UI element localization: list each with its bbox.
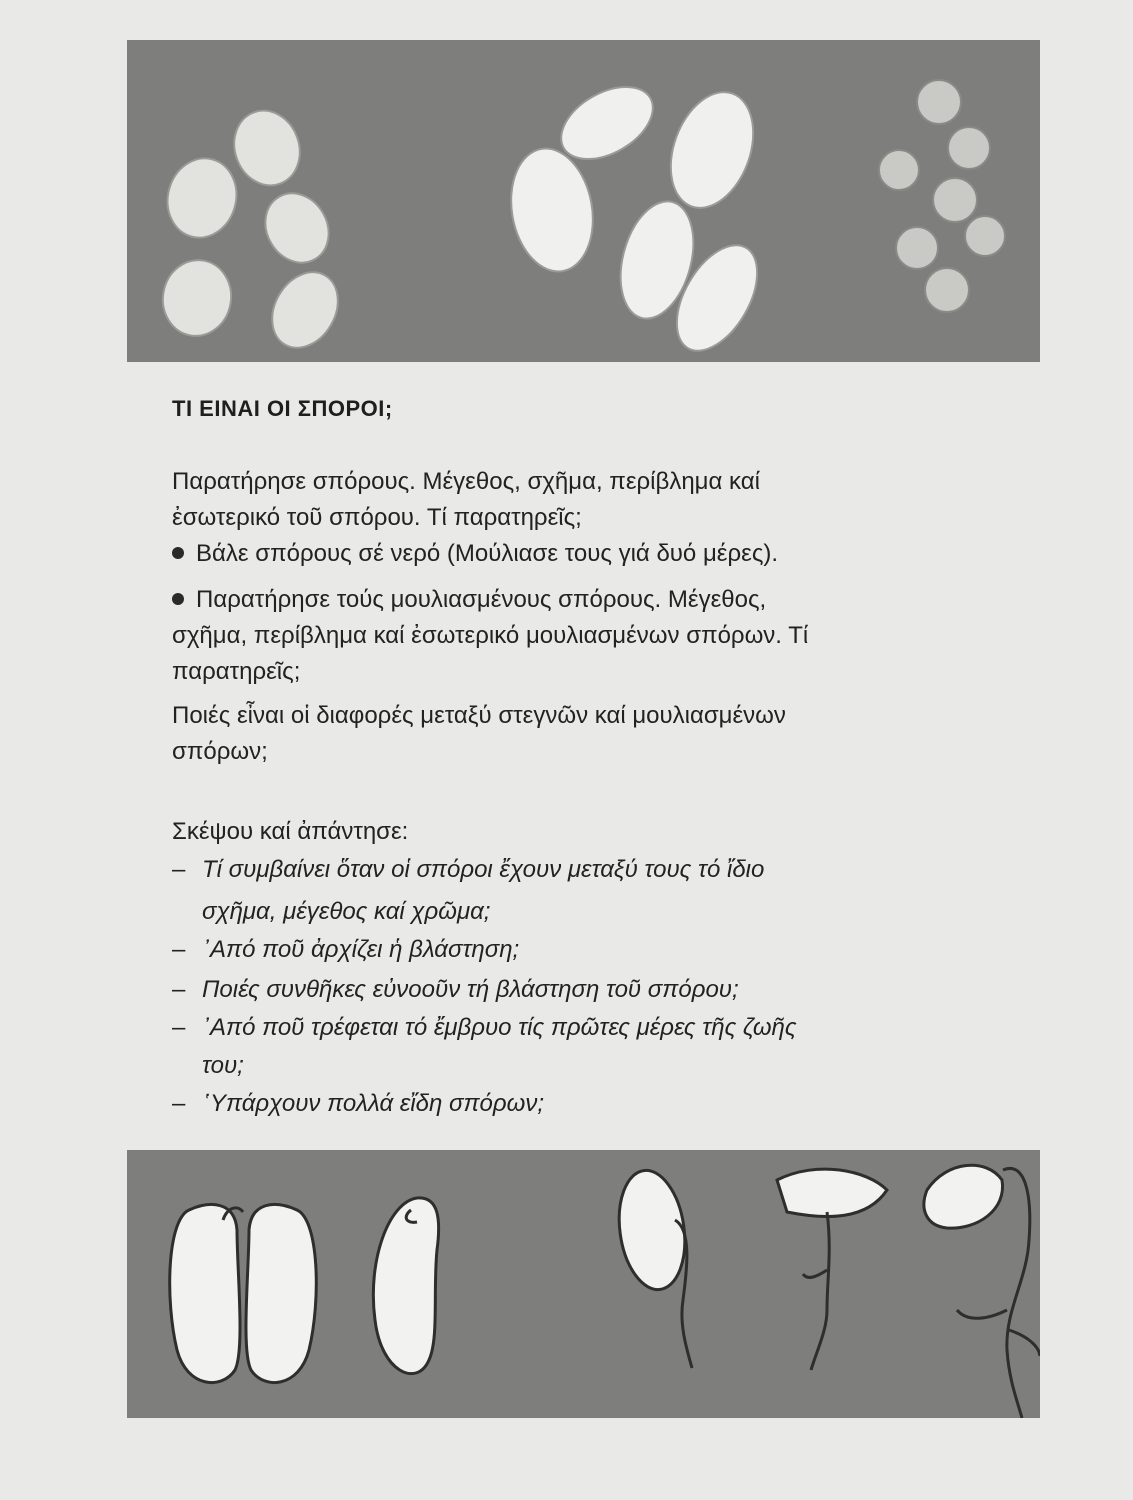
bean-group: [502, 72, 774, 362]
dash: –: [172, 1090, 186, 1117]
question-4: [172, 1012, 797, 1044]
bullet-text-observe: Παρατήρησε τούς μουλιασμένους σπόρους. Μέγεθος,: [196, 586, 767, 613]
question-3-text: Ποιές συνθῆκες εὐνοοῦν τή βλάστηση τοῦ σπόρου;: [202, 976, 739, 1003]
whole-bean-stage: [373, 1198, 438, 1374]
bullet-icon: [172, 547, 184, 559]
young-plant-stage: [924, 1165, 1040, 1418]
seeds-photo: [127, 40, 1040, 362]
bullet-item-observe-soaked: [172, 584, 766, 616]
split-bean-stage: [170, 1205, 317, 1383]
difference-line-1: Ποιές εἶναι οἱ διαφορές μεταξύ στεγνῶν καί μουλιασμένων: [172, 702, 786, 729]
seedling-stage: [777, 1169, 887, 1370]
dash: –: [172, 976, 186, 1003]
dash: –: [172, 1014, 186, 1041]
difference-line-2: σπόρων;: [172, 738, 268, 765]
question-4-text: ᾿Από ποῦ τρέφεται τό ἔμβρυο τίς πρῶτες μέρες τῆς ζωῆς: [202, 1014, 797, 1041]
question-1-text: Τί συμβαίνει ὅταν οἱ σπόροι ἔχουν μεταξύ τους τό ἴδιο: [202, 856, 765, 883]
germination-photo: [127, 1150, 1040, 1418]
bullet-item-soak: [172, 538, 778, 570]
seeds-illustration: [127, 40, 1040, 362]
question-3: [172, 974, 739, 1006]
observe-line-1: Παρατήρησε σπόρους. Μέγεθος, σχῆμα, περίβλημα καί: [172, 468, 760, 495]
question-4-line-2: του;: [202, 1052, 244, 1079]
observe-soaked-line-3: παρατηρεῖς;: [172, 658, 301, 685]
think-intro: Σκέψου καί ἀπάντησε:: [172, 818, 409, 845]
question-1-line-2: σχῆμα, μέγεθος καί χρῶμα;: [202, 898, 491, 925]
question-2-text: ᾿Από ποῦ ἀρχίζει ἡ βλάστηση;: [202, 936, 520, 963]
observe-line-2: ἐσωτερικό τοῦ σπόρου. Τί παρατηρεῖς;: [172, 504, 582, 531]
question-2: [172, 934, 519, 966]
lentil-group: [879, 80, 1005, 312]
question-5-text: ῾Υπάρχουν πολλά εἴδη σπόρων;: [202, 1090, 545, 1117]
dash: –: [172, 936, 186, 963]
question-1: [172, 854, 764, 886]
dash: –: [172, 856, 186, 883]
sprouting-bean-stage: [612, 1166, 692, 1368]
germination-illustration: [127, 1150, 1040, 1418]
bullet-text-soak: Βάλε σπόρους σέ νερό (Μούλιασε τους γιά δυό μέρες).: [196, 540, 779, 567]
page-title: ΤΙ ΕΙΝΑΙ ΟΙ ΣΠΟΡΟΙ;: [172, 396, 393, 421]
question-5: [172, 1088, 544, 1120]
bullet-icon: [172, 593, 184, 605]
observe-soaked-line-2: σχῆμα, περίβλημα καί ἐσωτερικό μουλιασμένων σπόρων. Τί: [172, 622, 809, 649]
chickpea-group: [157, 101, 351, 359]
